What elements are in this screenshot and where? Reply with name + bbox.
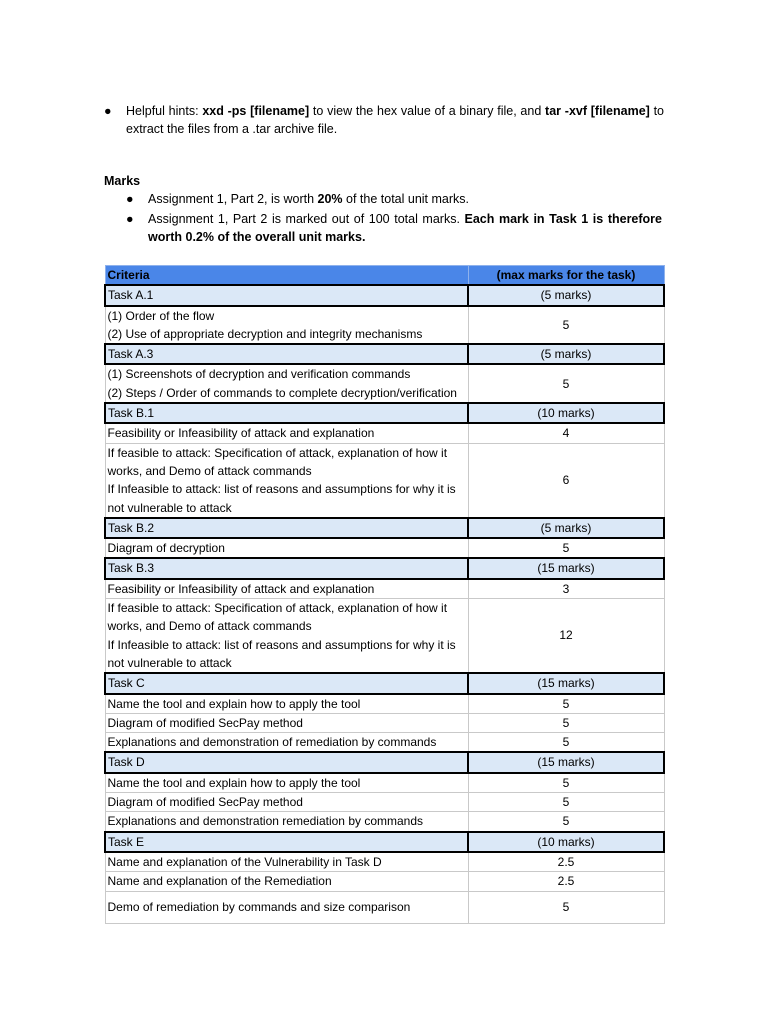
marks-bullet-2-bold: Each mark in Task 1 is therefore worth 0.2% of the overall unit marks.	[148, 212, 662, 244]
table-header-row	[105, 266, 664, 286]
hint-mid: to view the hex value of a binary file, and	[309, 104, 546, 118]
marks-cell: 12	[468, 599, 664, 674]
criteria-cell	[105, 423, 468, 443]
criteria-line: Feasibility or Infeasibility of attack and explanation	[107, 581, 375, 596]
header-max-marks: (max marks for the task)	[468, 266, 664, 286]
marks-bullet-1-prefix: Assignment 1, Part 2, is worth	[148, 192, 318, 206]
criteria-cell	[105, 579, 468, 599]
criteria-cell	[105, 773, 468, 793]
criteria-cell	[105, 364, 468, 403]
bullet-icon: ●	[104, 104, 112, 118]
criteria-cell	[105, 793, 468, 812]
criteria-line: Name and explanation of the Remediation	[107, 874, 332, 889]
marks-cell: 4	[468, 423, 664, 443]
criteria-cell	[105, 872, 468, 891]
task-max-marks-cell: (15 marks)	[468, 673, 664, 693]
marks-cell: 6	[468, 443, 664, 518]
marks-cell: 5	[468, 306, 664, 345]
criteria-line: If feasible to attack: Specification of attack, explanation of how it works, and Demo of attack commands	[107, 445, 448, 478]
hint-prefix: Helpful hints:	[126, 104, 203, 118]
task-max-marks-cell: (10 marks)	[468, 403, 664, 423]
marks-bullet-2	[126, 210, 662, 246]
criteria-line: (2) Use of appropriate decryption and integrity mechanisms	[107, 326, 423, 341]
task-label-cell: Task C	[105, 673, 468, 693]
hint-suffix: to extract the files from a .tar archive file.	[126, 104, 664, 136]
marks-cell: 5	[468, 364, 664, 403]
table-row	[105, 538, 664, 558]
table-row	[105, 364, 664, 403]
task-header-row	[105, 518, 664, 538]
hint-cmd-tar: tar -xvf [filename]	[545, 104, 650, 118]
task-label-cell: Task A.3	[105, 344, 468, 364]
task-max-marks-cell: (5 marks)	[468, 285, 664, 305]
criteria-cell	[105, 733, 468, 753]
task-max-marks-cell: (15 marks)	[468, 558, 664, 578]
criteria-cell	[105, 306, 468, 345]
marks-bullet-1	[126, 190, 662, 208]
criteria-line: Diagram of modified SecPay method	[107, 715, 303, 730]
table-row	[105, 443, 664, 518]
marks-bullet-1-suffix: of the total unit marks.	[342, 192, 469, 206]
task-label-cell: Task B.1	[105, 403, 468, 423]
task-header-row	[105, 832, 664, 852]
task-max-marks-cell: (5 marks)	[468, 518, 664, 538]
marks-list	[126, 190, 662, 248]
criteria-line: Name the tool and explain how to apply the tool	[107, 775, 361, 790]
criteria-cell	[105, 538, 468, 558]
criteria-cell	[105, 443, 468, 518]
task-label-cell: Task A.1	[105, 285, 468, 305]
task-max-marks-cell: (10 marks)	[468, 832, 664, 852]
task-header-row	[105, 752, 664, 772]
table-row	[105, 306, 664, 345]
criteria-line: Demo of remediation by commands and size comparison	[107, 899, 411, 914]
marks-cell: 5	[468, 891, 664, 923]
task-label-cell: Task D	[105, 752, 468, 772]
criteria-line: (2) Steps / Order of commands to complete decryption/verification	[107, 385, 457, 400]
criteria-line: If Infeasible to attack: list of reasons and assumptions for why it is not vulnerable to attack	[107, 637, 456, 670]
marks-bullet-1-bold: 20%	[317, 192, 343, 206]
task-max-marks-cell: (15 marks)	[468, 752, 664, 772]
task-header-row	[105, 344, 664, 364]
criteria-line: Name the tool and explain how to apply the tool	[107, 696, 361, 711]
marks-cell: 5	[468, 793, 664, 812]
criteria-cell	[105, 713, 468, 732]
marks-cell: 3	[468, 579, 664, 599]
bullet-icon: ●	[126, 192, 134, 206]
marks-cell: 5	[468, 694, 664, 714]
marks-cell: 5	[468, 773, 664, 793]
criteria-line: If feasible to attack: Specification of attack, explanation of how it works, and Demo of attack commands	[107, 601, 448, 634]
criteria-line: (1) Screenshots of decryption and verification commands	[107, 367, 411, 382]
criteria-line: (1) Order of the flow	[107, 308, 215, 323]
table-row	[105, 423, 664, 443]
criteria-table-body	[105, 266, 664, 924]
marks-heading: Marks	[104, 174, 141, 188]
hint-bullet	[104, 102, 664, 138]
criteria-line: Diagram of modified SecPay method	[107, 795, 303, 810]
marks-cell: 5	[468, 812, 664, 832]
criteria-line: If Infeasible to attack: list of reasons and assumptions for why it is not vulnerable to attack	[107, 482, 456, 515]
criteria-table	[104, 265, 665, 924]
table-row	[105, 891, 664, 923]
hint-cmd-xxd: xxd -ps [filename]	[202, 104, 310, 118]
task-header-row	[105, 285, 664, 305]
criteria-line: Explanations and demonstration remediation by commands	[107, 814, 424, 829]
table-row	[105, 579, 664, 599]
helpful-hints	[104, 102, 664, 138]
task-header-row	[105, 558, 664, 578]
marks-cell: 2.5	[468, 872, 664, 891]
table-row	[105, 713, 664, 732]
task-header-row	[105, 403, 664, 423]
criteria-line: Explanations and demonstration of remediation by commands	[107, 735, 437, 750]
table-row	[105, 812, 664, 832]
criteria-line: Diagram of decryption	[107, 541, 225, 556]
table-row	[105, 599, 664, 674]
criteria-cell	[105, 852, 468, 872]
marks-cell: 5	[468, 713, 664, 732]
table-row	[105, 773, 664, 793]
task-max-marks-cell: (5 marks)	[468, 344, 664, 364]
table-row	[105, 694, 664, 714]
table-row	[105, 872, 664, 891]
criteria-cell	[105, 812, 468, 832]
table-row	[105, 733, 664, 753]
task-header-row	[105, 673, 664, 693]
criteria-cell	[105, 599, 468, 674]
criteria-cell	[105, 694, 468, 714]
marks-cell: 2.5	[468, 852, 664, 872]
task-label-cell: Task B.3	[105, 558, 468, 578]
criteria-cell	[105, 891, 468, 923]
marks-bullet-2-prefix: Assignment 1, Part 2 is marked out of 100 total marks.	[148, 212, 465, 226]
bullet-icon: ●	[126, 212, 134, 226]
task-label-cell: Task E	[105, 832, 468, 852]
table-row	[105, 793, 664, 812]
marks-cell: 5	[468, 538, 664, 558]
criteria-line: Name and explanation of the Vulnerability in Task D	[107, 854, 382, 869]
task-label-cell: Task B.2	[105, 518, 468, 538]
header-criteria: Criteria	[105, 266, 468, 286]
criteria-line: Feasibility or Infeasibility of attack and explanation	[107, 426, 375, 441]
table-row	[105, 852, 664, 872]
marks-cell: 5	[468, 733, 664, 753]
